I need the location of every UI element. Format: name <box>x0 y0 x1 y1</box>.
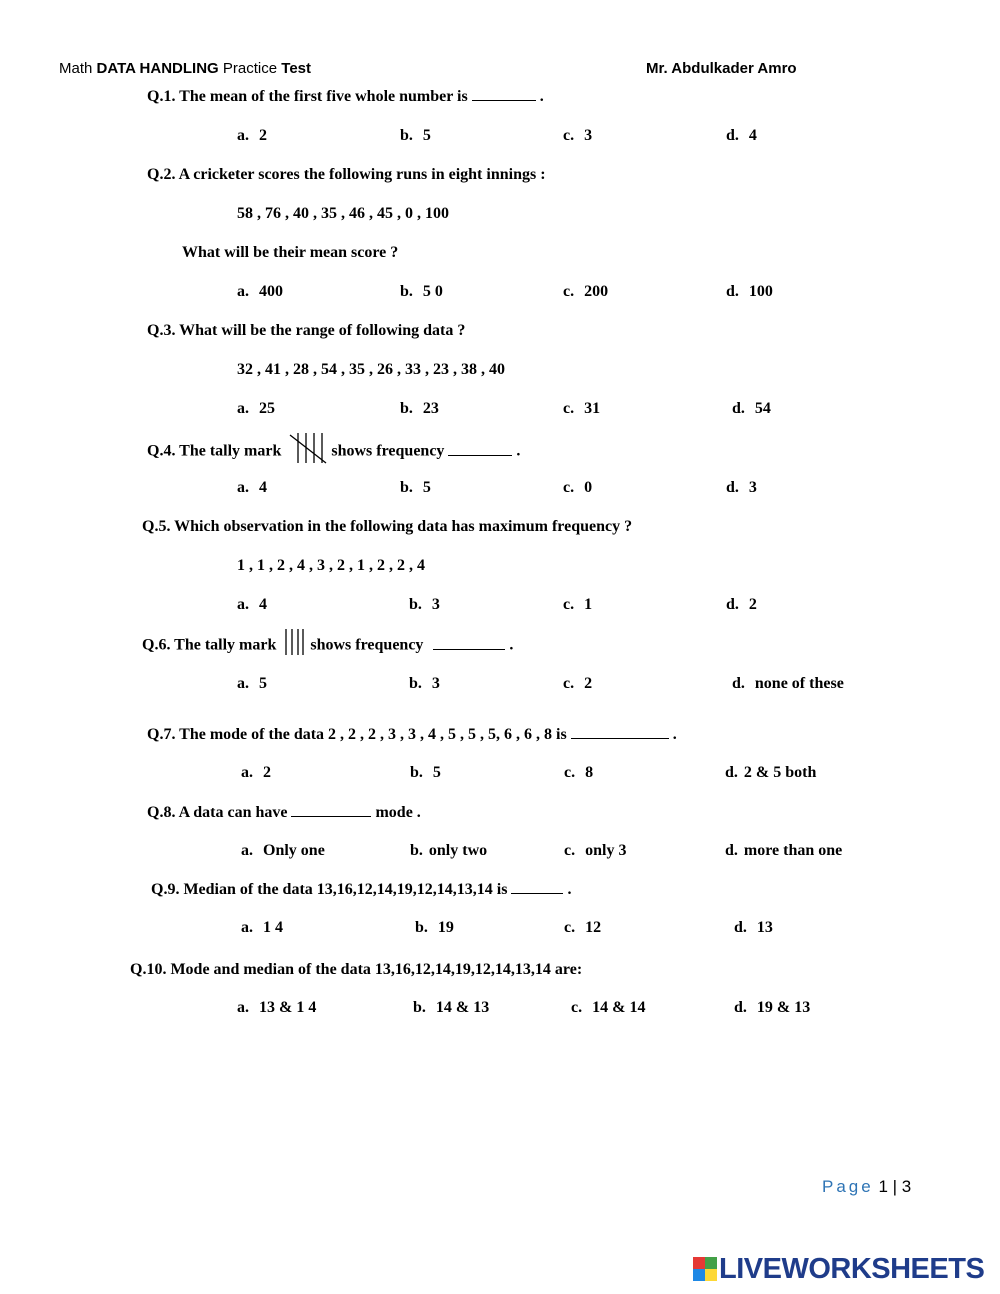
option-6d[interactable]: d. none of these <box>732 675 844 692</box>
answer-blank[interactable] <box>511 880 563 894</box>
teacher-name: Mr. Abdulkader Amro <box>646 60 797 77</box>
option-4b[interactable]: b. 5 <box>400 479 431 496</box>
question-2-data: 58 , 76 , 40 , 35 , 46 , 45 , 0 , 100 <box>237 205 449 222</box>
option-3a[interactable]: a. 25 <box>237 400 275 417</box>
option-3c[interactable]: c. 31 <box>563 400 601 417</box>
page-number: Page 1 | 3 <box>822 1177 912 1196</box>
answer-blank[interactable] <box>448 442 512 456</box>
worksheet-title: Math DATA HANDLING Practice Test <box>59 60 311 77</box>
question-5: Q.5. Which observation in the following data has maximum frequency ? <box>142 518 633 535</box>
tally-mark-icon <box>287 431 329 465</box>
option-4a[interactable]: a. 4 <box>237 479 267 496</box>
question-2: Q.2. A cricketer scores the following runs in eight innings : <box>147 166 546 183</box>
question-10: Q.10. Mode and median of the data 13,16,12,14,19,12,14,13,14 are: <box>130 961 583 978</box>
answer-blank[interactable] <box>571 725 669 739</box>
option-8c[interactable]: c. only 3 <box>564 842 627 859</box>
option-10a[interactable]: a. 13 & 1 4 <box>237 999 317 1016</box>
option-6b[interactable]: b. 3 <box>409 675 440 692</box>
liveworksheets-logo-icon <box>693 1257 717 1281</box>
option-7d[interactable]: d. 2 & 5 both <box>725 764 817 781</box>
option-3b[interactable]: b. 23 <box>400 400 439 417</box>
option-5b[interactable]: b. 3 <box>409 596 440 613</box>
option-6a[interactable]: a. 5 <box>237 675 267 692</box>
option-4c[interactable]: c. 0 <box>563 479 593 496</box>
option-1d[interactable]: d. 4 <box>726 127 757 144</box>
option-9a[interactable]: a. 1 4 <box>241 919 283 936</box>
option-5d[interactable]: d. 2 <box>726 596 757 613</box>
option-6c[interactable]: c. 2 <box>563 675 593 692</box>
option-7b[interactable]: b. 5 <box>410 764 441 781</box>
option-2b[interactable]: b. 5 0 <box>400 283 443 300</box>
answer-blank[interactable] <box>472 87 536 101</box>
option-5a[interactable]: a. 4 <box>237 596 267 613</box>
question-4: Q.4. The tally mark shows frequency . <box>147 439 520 465</box>
question-7: Q.7. The mode of the data 2 , 2 , 2 , 3 , 3 , 4 , 5 , 5 , 5, 6 , 6 , 8 is . <box>147 726 677 743</box>
option-3d[interactable]: d. 54 <box>732 400 771 417</box>
option-2c[interactable]: c. 200 <box>563 283 609 300</box>
option-1b[interactable]: b. 5 <box>400 127 431 144</box>
option-2a[interactable]: a. 400 <box>237 283 283 300</box>
option-8d[interactable]: d. more than one <box>725 842 843 859</box>
option-8b[interactable]: b. only two <box>410 842 488 859</box>
option-9b[interactable]: b. 19 <box>415 919 454 936</box>
option-1c[interactable]: c. 3 <box>563 127 593 144</box>
option-10d[interactable]: d. 19 & 13 <box>734 999 811 1016</box>
tally-mark-icon <box>282 627 306 657</box>
answer-blank[interactable] <box>433 636 505 650</box>
question-3-data: 32 , 41 , 28 , 54 , 35 , 26 , 33 , 23 , 38 , 40 <box>237 361 505 378</box>
question-1: Q.1. The mean of the first five whole number is . <box>147 88 544 105</box>
question-2-subtext: What will be their mean score ? <box>182 244 399 261</box>
option-4d[interactable]: d. 3 <box>726 479 757 496</box>
question-8: Q.8. A data can have mode . <box>147 804 421 821</box>
page-header <box>59 60 939 80</box>
option-8a[interactable]: a. Only one <box>241 842 325 859</box>
option-9c[interactable]: c. 12 <box>564 919 602 936</box>
question-9: Q.9. Median of the data 13,16,12,14,19,12,14,13,14 is . <box>151 881 572 898</box>
option-10b[interactable]: b. 14 & 13 <box>413 999 490 1016</box>
logo-text: LIVEWORKSHEETS <box>719 1252 985 1285</box>
option-7c[interactable]: c. 8 <box>564 764 594 781</box>
option-9d[interactable]: d. 13 <box>734 919 773 936</box>
option-2d[interactable]: d. 100 <box>726 283 773 300</box>
answer-blank[interactable] <box>291 803 371 817</box>
option-7a[interactable]: a. 2 <box>241 764 271 781</box>
liveworksheets-logo <box>693 1253 984 1285</box>
question-3: Q.3. What will be the range of following data ? <box>147 322 466 339</box>
option-5c[interactable]: c. 1 <box>563 596 593 613</box>
option-1a[interactable]: a. 2 <box>237 127 267 144</box>
option-10c[interactable]: c. 14 & 14 <box>571 999 646 1016</box>
question-6: Q.6. The tally mark shows frequency . <box>142 635 513 657</box>
question-5-data: 1 , 1 , 2 , 4 , 3 , 2 , 1 , 2 , 2 , 4 <box>237 557 425 574</box>
